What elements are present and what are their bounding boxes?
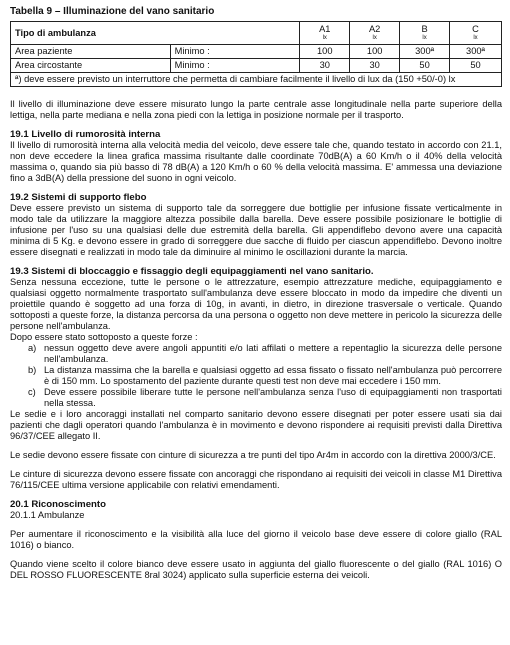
section-19-2-text: Deve essere previsto un sistema di supporto tale da sorreggere due bottiglie per infusione fissate verticalmente in modo tale da utilizzare la maggiore altezza possibile dalla barella. Deve essere possibile posizionare le bottiglie di infusione per l'uso su una qualsiasi delle due estremità della barella. Gli appendiflebo devono avere una capacità minima di 5 Kg. e devono essere in grado di sorreggere due sacche di fluido per ciascun appendiflebo. Devono inoltre essere disegnati e realizzati in modo tale da diminuire al minimo le oscillazioni durante la marcia. (10, 203, 502, 257)
row-value: 50 (400, 59, 450, 73)
table-footnote-row (11, 73, 502, 87)
col-unit: lx (372, 35, 377, 41)
row-value: 50 (450, 59, 502, 73)
row-value: 300ª (450, 45, 502, 59)
row-area: Area paziente (11, 45, 171, 59)
anchorage-paragraph: Le cinture di sicurezza devono essere fissate con ancoraggi che rispondano ai requisiti dei veicoli in classe M1 Direttiva 76/115/CEE ultima versione applicabile con relativi emendamenti. (10, 469, 502, 490)
row-area: Area circostante (11, 59, 171, 73)
table-header-row (11, 22, 502, 45)
list-label: c) (28, 387, 36, 397)
list-label: a) (28, 343, 37, 353)
row-value: 300ª (400, 45, 450, 59)
list-text: nessun oggetto deve avere angoli appuntiti e/o lati affilati o mettere a repentaglio la sicurezza delle persone nell'ambulanza. (44, 343, 502, 364)
section-19-3-text: Senza nessuna eccezione, tutte le persone o le attrezzature, esempio attrezzature mediche, equipaggiamento e qualsiasi oggetto normalmente trasportato sull'ambulanza deve essere bloccato in modo da impedire che diventi un proiettile quando è soggetto ad una forza di 10g, in avanti, in dietro, in direzione trasversale o verticale. Quando sottoposti a queste forze, la distanza percorsa da una persona o oggetto non deve mettere in pericolo la sicurezza delle persone nell'ambulanza. (10, 277, 503, 331)
col-code: C (472, 24, 479, 34)
list-item (28, 387, 502, 409)
list-label: b) (28, 365, 37, 375)
col-code: A2 (368, 24, 381, 34)
section-19-1-text: Il livello di rumorosità interna alla velocità media del veicolo, deve essere tale che, quando testato in accordo con 21.1, non deve eccedere la linea grafica massima risultante dalle coordinate 70dB(A) a 60 Km/h o il 40% della velocità massima o, quando sia più basso di 78 dB(A) a 120 Km/h o 60 % della velocità massima. E' ammessa una deviazione fino a 3dB(A) della pressione del suono in ogni veicolo. (10, 140, 502, 183)
table-footnote: ª) deve essere previsto un interruttore che permetta di cambiare facilmente il livello di lux da (150 +50/-0) lx (11, 73, 502, 87)
seats-paragraph: Le sedie e i loro ancoraggi installati nel comparto sanitario devono essere disegnati per poter essere usati sia dai pazienti che dagli operatori quando l'ambulanza è in movimento e devono rispondere ai requisiti previsti dalla Direttiva 96/37/CEE allegato II. (10, 409, 502, 441)
color-paragraph: Per aumentare il riconoscimento e la visibilità alla luce del giorno il veicolo base deve essere di colore giallo (RAL 1016) o bianco. (10, 529, 502, 550)
document-page (10, 6, 502, 581)
section-19-3-lead: Dopo essere stato sottoposto a queste forze : (10, 332, 198, 342)
row-value: 30 (350, 59, 400, 73)
table-col-a2 (350, 22, 400, 45)
col-code: A1 (319, 24, 331, 34)
section-19-2-heading: 19.2 Sistemi di supporto flebo (10, 192, 147, 203)
col-unit: lx (322, 35, 327, 41)
row-value: 100 (350, 45, 400, 59)
col-unit: lx (422, 35, 427, 41)
section-20-1-1-subheading: 20.1.1 Ambulanze (10, 510, 85, 520)
list-text: Deve essere possibile liberare tutte le persone nell'ambulanza senza l'uso di equipaggiamenti non trasportati nella stessa. (44, 387, 502, 408)
row-kind: Minimo : (170, 45, 300, 59)
list-item (28, 343, 502, 365)
row-value: 100 (300, 45, 350, 59)
intro-paragraph: Il livello di illuminazione deve essere misurato lungo la parte centrale asse longitudinale nella parte superiore della lettiga, nella parte mediana e nella zona piedi con la lettiga in posizione normale per il trasporto. (10, 99, 502, 120)
table-row (11, 59, 502, 73)
row-kind: Minimo : (170, 59, 300, 73)
section-19-1-heading: 19.1 Livello di rumorosità interna (10, 129, 161, 140)
table-row (11, 45, 502, 59)
requirements-list (10, 343, 502, 409)
illumination-table (10, 21, 502, 87)
seatbelt-paragraph: Le sedie devono essere fissate con cinture di sicurezza a tre punti del tipo Ar4m in accordo con la direttiva 2000/3/CE. (10, 450, 496, 460)
row-value: 30 (300, 59, 350, 73)
col-unit: lx (473, 35, 478, 41)
table-title: Tabella 9 – Illuminazione del vano sanitario (10, 6, 215, 17)
white-color-paragraph: Quando viene scelto il colore bianco deve essere usato in aggiunta del giallo fluorescente o del giallo (RAL 1016) O DEL ROSSO FLUORESCENTE 8ral 3024) applicato sulla superficie esterna dei veicoli. (10, 559, 502, 580)
table-col-b (400, 22, 450, 45)
section-19-3-heading: 19.3 Sistemi di bloccaggio e fissaggio degli equipaggiamenti nel vano sanitario. (10, 266, 374, 277)
section-20-1-heading: 20.1 Riconoscimento (10, 499, 106, 510)
table-col-c (450, 22, 502, 45)
list-item (28, 365, 502, 387)
list-text: La distanza massima che la barella e qualsiasi oggetto ad essa fissato o fissato nell'ambulanza può percorrere è di 150 mm. Lo spostamento del paziente durante questi test non deve mai eccedere i 150 mm. (44, 365, 502, 386)
table-col-a1 (300, 22, 350, 45)
col-code: B (421, 24, 428, 34)
table-col-header: Tipo di ambulanza (11, 22, 300, 45)
